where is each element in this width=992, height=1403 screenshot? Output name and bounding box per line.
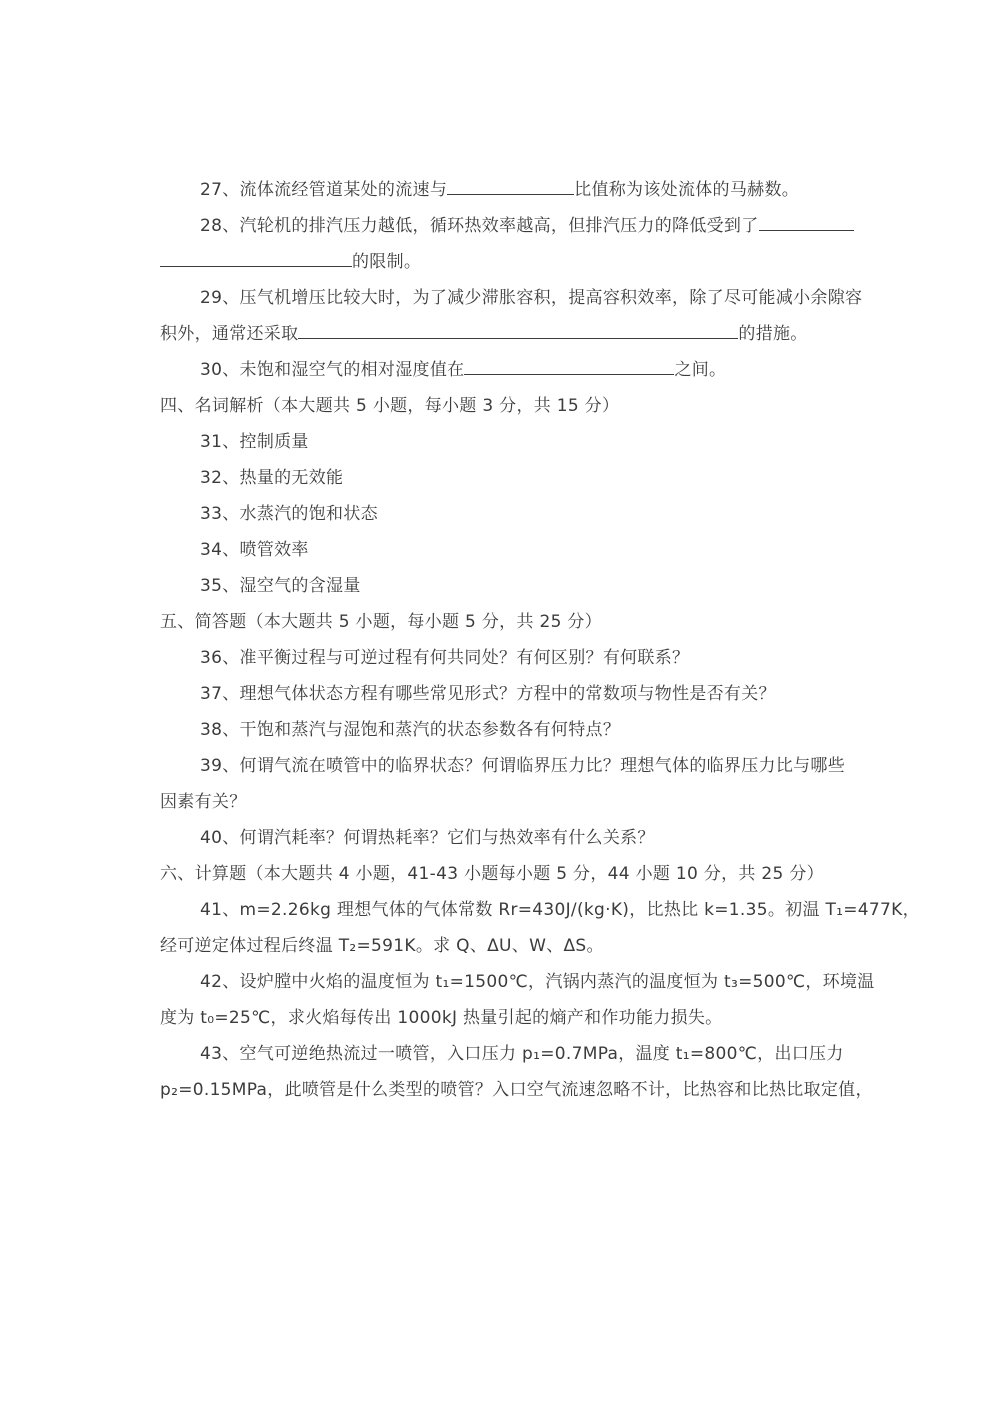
text-run: 38、干饱和蒸汽与湿饱和蒸汽的状态参数各有何特点？ — [200, 720, 621, 740]
text-run: 度为 t₀=25℃，求火焰每传出 1000kJ 热量引起的熵产和作功能力损失。 — [160, 1008, 723, 1028]
line-q32 — [160, 460, 850, 496]
line-q31 — [160, 424, 850, 460]
line-q42-l1 — [160, 964, 875, 1000]
text-run: 30、未饱和湿空气的相对湿度值在 — [200, 360, 465, 380]
text-run: 31、控制质量 — [200, 432, 309, 452]
text-run: 43、空气可逆绝热流过一喷管，入口压力 p₁=0.7MPa，温度 t₁=800℃，出口压力 — [200, 1044, 844, 1064]
line-q42-l2 — [160, 1000, 850, 1036]
line-q37 — [160, 676, 850, 712]
text-run: 28、汽轮机的排汽压力越低，循环热效率越高，但排汽压力的降低受到了 — [200, 216, 759, 236]
document-body — [160, 172, 920, 1108]
line-q28-l1 — [160, 208, 850, 244]
text-run: p₂=0.15MPa，此喷管是什么类型的喷管？入口空气流速忽略不计，比热容和比热比取定值， — [160, 1080, 873, 1100]
line-q28-l2 — [160, 244, 850, 280]
text-run: 经可逆定体过程后终温 T₂=591K。求 Q、ΔU、W、ΔS。 — [160, 936, 604, 956]
fill-in-blank — [447, 174, 574, 195]
line-q35 — [160, 568, 850, 604]
line-q36 — [160, 640, 850, 676]
text-run: 的措施。 — [738, 324, 808, 344]
text-run: 29、压气机增压比较大时，为了减少滞胀容积，提高容积效率，除了尽可能减小余隙容 — [200, 288, 863, 308]
line-q27 — [160, 172, 850, 208]
text-run: 的限制。 — [352, 252, 422, 272]
text-run: 27、流体流经管道某处的流速与 — [200, 180, 448, 200]
fill-in-blank — [298, 318, 738, 339]
text-run: 34、喷管效率 — [200, 540, 309, 560]
text-run: 之间。 — [674, 360, 727, 380]
text-run: 四、名词解析（本大题共 5 小题，每小题 3 分，共 15 分） — [160, 396, 620, 416]
line-q38 — [160, 712, 850, 748]
fill-in-blank — [464, 354, 674, 375]
text-run: 33、水蒸汽的饱和状态 — [200, 504, 378, 524]
line-section-6-heading — [160, 856, 850, 892]
line-q41-l1 — [160, 892, 920, 928]
line-section-4-heading — [160, 388, 850, 424]
line-q39-l1 — [160, 748, 850, 784]
fill-in-blank — [160, 246, 352, 267]
text-run: 39、何谓气流在喷管中的临界状态？何谓临界压力比？理想气体的临界压力比与哪些 — [200, 756, 846, 776]
line-q29-l1 — [160, 280, 863, 316]
line-section-5-heading — [160, 604, 850, 640]
text-run: 35、湿空气的含湿量 — [200, 576, 361, 596]
line-q30 — [160, 352, 850, 388]
line-q40 — [160, 820, 850, 856]
text-run: 因素有关？ — [160, 792, 247, 812]
line-q41-l2 — [160, 928, 850, 964]
text-run: 41、m=2.26kg 理想气体的气体常数 Rr=430J/(kg·K)，比热比 k=1.35。初温 T₁=477K， — [200, 900, 920, 920]
text-run: 比值称为该处流体的马赫数。 — [574, 180, 800, 200]
text-run: 36、准平衡过程与可逆过程有何共同处？有何区别？有何联系？ — [200, 648, 690, 668]
line-q29-l2 — [160, 316, 850, 352]
fill-in-blank — [759, 210, 854, 231]
line-q34 — [160, 532, 850, 568]
text-run: 六、计算题（本大题共 4 小题，41-43 小题每小题 5 分，44 小题 10 分，共 25 分） — [160, 864, 824, 884]
line-q43-l1 — [160, 1036, 850, 1072]
text-run: 积外，通常还采取 — [160, 324, 299, 344]
text-run: 37、理想气体状态方程有哪些常见形式？方程中的常数项与物性是否有关？ — [200, 684, 776, 704]
line-q43-l2 — [160, 1072, 873, 1108]
text-run: 32、热量的无效能 — [200, 468, 344, 488]
line-q39-l2 — [160, 784, 850, 820]
line-q33 — [160, 496, 850, 532]
text-run: 42、设炉膛中火焰的温度恒为 t₁=1500℃，汽锅内蒸汽的温度恒为 t₃=500℃，环境温 — [200, 972, 875, 992]
text-run: 40、何谓汽耗率？何谓热耗率？它们与热效率有什么关系？ — [200, 828, 655, 848]
text-run: 五、简答题（本大题共 5 小题，每小题 5 分，共 25 分） — [160, 612, 602, 632]
